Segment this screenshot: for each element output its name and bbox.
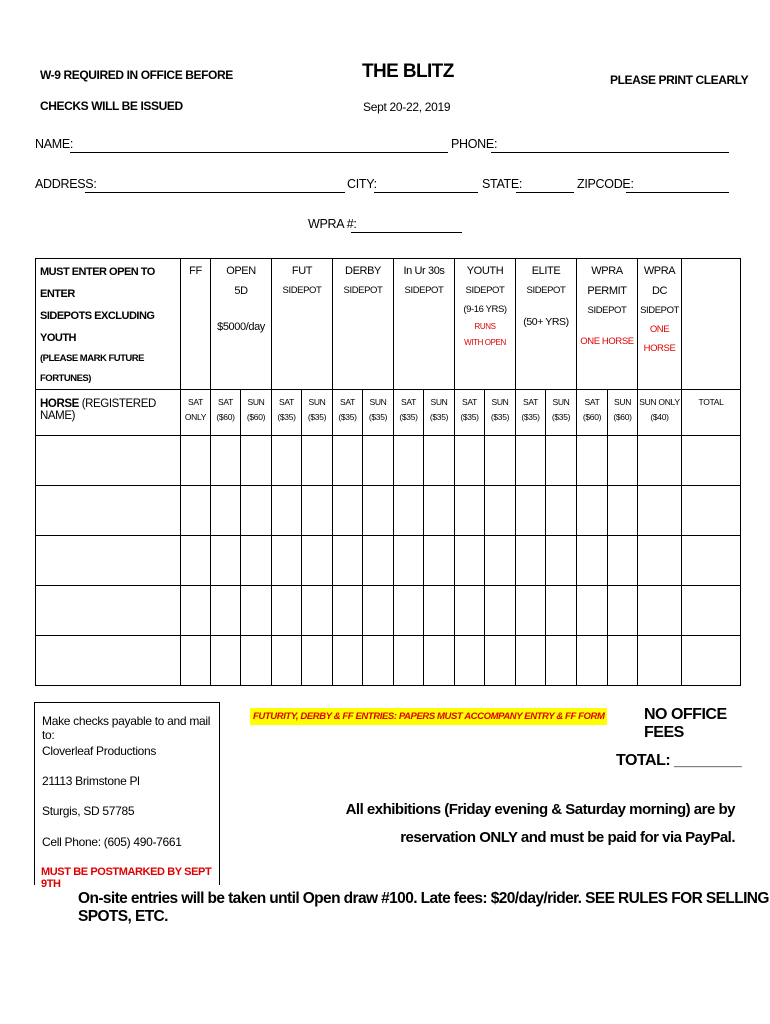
- entry-cell[interactable]: [485, 586, 516, 636]
- zipcode-label: ZIPCODE:: [577, 177, 634, 191]
- city-field[interactable]: [374, 192, 478, 193]
- horse-entry-row: [36, 486, 741, 536]
- day-price-row: [36, 390, 741, 436]
- horse-entry-row: [36, 536, 741, 586]
- day-price-cell: [272, 390, 302, 436]
- entry-cell[interactable]: [241, 586, 272, 636]
- day-price: ($60): [613, 412, 632, 422]
- entry-cell[interactable]: [577, 636, 608, 686]
- day-label: SAT: [339, 397, 355, 407]
- mailing-info-box: [34, 702, 220, 890]
- day-label: SUN: [247, 397, 265, 407]
- col-youth-runs: RUNS: [474, 322, 496, 331]
- entry-cell[interactable]: [485, 636, 516, 686]
- day-label: SAT: [217, 397, 233, 407]
- col-permit-sidepot: SIDEPOT: [587, 305, 627, 316]
- entry-cell[interactable]: [455, 486, 485, 536]
- entry-cell[interactable]: [241, 436, 272, 486]
- entry-cell[interactable]: [333, 436, 363, 486]
- entry-cell[interactable]: [638, 636, 682, 686]
- entry-cell[interactable]: [424, 486, 455, 536]
- col-derby-sidepot: SIDEPOT: [343, 285, 383, 296]
- entry-cell[interactable]: [333, 486, 363, 536]
- event-dates: Sept 20-22, 2019: [363, 100, 451, 114]
- entry-cell[interactable]: [333, 586, 363, 636]
- day-price: ONLY: [184, 412, 207, 422]
- col-fut: [272, 259, 333, 390]
- day-price: ($60): [582, 412, 602, 422]
- day-price: ($35): [307, 412, 327, 422]
- day-label: SAT: [584, 397, 600, 407]
- entry-cell[interactable]: [638, 536, 682, 586]
- entry-cell[interactable]: [272, 436, 302, 486]
- entry-cell[interactable]: [181, 486, 211, 536]
- entry-cell[interactable]: [682, 586, 741, 636]
- entry-cell[interactable]: [363, 486, 394, 536]
- col-open-payout: $5000/day: [217, 321, 265, 333]
- entry-cell[interactable]: [638, 486, 682, 536]
- entry-cell[interactable]: [682, 436, 741, 486]
- entry-cell[interactable]: [363, 586, 394, 636]
- entry-cell[interactable]: [608, 486, 638, 536]
- entry-cell[interactable]: [682, 486, 741, 536]
- entry-cell[interactable]: [241, 636, 272, 686]
- day-label: SUN: [491, 397, 509, 407]
- col-open: [211, 259, 272, 390]
- address-field[interactable]: [85, 192, 345, 193]
- col-open-div: 5D: [234, 285, 248, 297]
- entry-cell[interactable]: [272, 486, 302, 536]
- entry-cell[interactable]: [394, 636, 424, 686]
- entry-cell[interactable]: [485, 536, 516, 586]
- col-fut-sidepot: SIDEPOT: [282, 285, 322, 296]
- day-price: ($35): [490, 412, 510, 422]
- print-clearly-note: PLEASE PRINT CLEARLY: [610, 73, 749, 87]
- day-price-cell: [638, 390, 682, 436]
- name-label: NAME:: [35, 137, 74, 151]
- col-elite-ages: (50+ YRS): [523, 316, 569, 328]
- col-inur30s: [394, 259, 455, 390]
- col-youth-with-open: WITH OPEN: [464, 338, 506, 347]
- entry-cell[interactable]: [272, 586, 302, 636]
- col-elite-label: ELITE: [531, 265, 561, 277]
- day-price: ($35): [399, 412, 418, 422]
- entry-cell[interactable]: [333, 536, 363, 586]
- col-dc-sidepot: SIDEPOT: [640, 305, 679, 316]
- day-price: ($35): [521, 412, 540, 422]
- day-price-cell: [211, 390, 241, 436]
- horse-entry-row: [36, 636, 741, 686]
- entry-cell[interactable]: [394, 486, 424, 536]
- day-price: ($35): [460, 412, 479, 422]
- entry-cell[interactable]: [394, 586, 424, 636]
- entry-cell[interactable]: [424, 436, 455, 486]
- entry-cell[interactable]: [333, 636, 363, 686]
- entry-cell[interactable]: [272, 636, 302, 686]
- entry-cell[interactable]: [577, 436, 608, 486]
- entry-cell[interactable]: [363, 636, 394, 686]
- col-youth-label: YOUTH: [466, 265, 504, 277]
- col-elite: [516, 259, 577, 390]
- wpra-label: WPRA #:: [308, 217, 357, 231]
- col-derby-label: DERBY: [345, 265, 381, 277]
- day-label: SUN: [613, 397, 632, 407]
- col-dc-label: WPRA: [643, 265, 676, 277]
- entry-cell[interactable]: [181, 536, 211, 586]
- entry-cell[interactable]: [211, 486, 241, 536]
- col-fut-label: FUT: [291, 265, 313, 277]
- mail-payee: Cloverleaf Productions: [42, 744, 157, 758]
- entry-cell[interactable]: [546, 436, 577, 486]
- day-price: ($40): [650, 412, 669, 422]
- entry-instructions: [36, 259, 181, 390]
- col-wpra-permit: [577, 259, 638, 390]
- entry-cell[interactable]: [638, 436, 682, 486]
- day-price-cell: [546, 390, 577, 436]
- entry-cell[interactable]: [608, 536, 638, 586]
- day-price: ($35): [551, 412, 571, 422]
- col-youth-ages: (9-16 YRS): [463, 304, 507, 315]
- entry-cell[interactable]: [608, 636, 638, 686]
- entry-cell[interactable]: [455, 636, 485, 686]
- entry-cell[interactable]: [363, 536, 394, 586]
- zipcode-field[interactable]: [626, 192, 729, 193]
- col-wpra-dc: [638, 259, 682, 390]
- entry-cell[interactable]: [302, 536, 333, 586]
- entry-cell[interactable]: [302, 586, 333, 636]
- entry-cell[interactable]: [546, 486, 577, 536]
- day-price-cell: [302, 390, 333, 436]
- col-dc-one: ONE: [649, 324, 670, 335]
- mail-street: 21113 Brimstone Pl: [42, 774, 140, 788]
- papers-notice: FUTURITY, DERBY & FF ENTRIES: PAPERS MUST ACCOMPANY ENTRY & FF FORM: [250, 708, 607, 725]
- col-inur30s-sidepot: SIDEPOT: [404, 285, 444, 296]
- col-derby: [333, 259, 394, 390]
- total-due: TOTAL: ________: [616, 752, 742, 769]
- entry-cell[interactable]: [682, 636, 741, 686]
- phone-label: PHONE:: [451, 137, 498, 151]
- day-price-cell: [424, 390, 455, 436]
- entry-cell[interactable]: [638, 586, 682, 636]
- col-youth-sidepot: SIDEPOT: [465, 285, 505, 296]
- col-permit-label2: PERMIT: [587, 285, 627, 297]
- table-header-row: [36, 259, 741, 390]
- day-price-cell: [455, 390, 485, 436]
- exhibition-note-line2: reservation ONLY and must be paid for via PayPal.: [400, 829, 735, 846]
- entry-cell[interactable]: [211, 586, 241, 636]
- entry-cell[interactable]: [424, 586, 455, 636]
- exhibition-note: [346, 796, 735, 852]
- col-youth: [455, 259, 516, 390]
- horse-name-cell[interactable]: [36, 636, 181, 686]
- instruction-line1: MUST ENTER OPEN TO ENTER: [40, 266, 155, 300]
- day-label: SAT: [187, 397, 203, 407]
- day-label: SUN: [552, 397, 570, 407]
- entry-cell[interactable]: [181, 586, 211, 636]
- entry-cell[interactable]: [577, 486, 608, 536]
- entry-cell[interactable]: [608, 586, 638, 636]
- instruction-line2: SIDEPOTS EXCLUDING YOUTH: [40, 310, 155, 344]
- entry-cell[interactable]: [272, 536, 302, 586]
- day-label: SAT: [400, 397, 416, 407]
- entry-cell[interactable]: [241, 536, 272, 586]
- entry-cell[interactable]: [546, 536, 577, 586]
- horse-entry-row: [36, 436, 741, 486]
- entry-cell[interactable]: [211, 436, 241, 486]
- col-open-label: OPEN: [226, 265, 256, 277]
- day-price: ($35): [429, 412, 449, 422]
- entry-cell[interactable]: [181, 636, 211, 686]
- horse-label-bold: HORSE: [40, 398, 79, 410]
- instruction-note2: FORTUNES): [40, 373, 91, 384]
- horse-label: [36, 390, 181, 436]
- entry-cell[interactable]: [241, 486, 272, 536]
- state-label: STATE:: [482, 177, 523, 191]
- instruction-note1: (PLEASE MARK FUTURE: [40, 353, 144, 364]
- no-office-fees: NO OFFICE FEES: [644, 706, 727, 741]
- entry-cell[interactable]: [608, 436, 638, 486]
- horse-name-cell[interactable]: [36, 536, 181, 586]
- phone-field[interactable]: [491, 152, 729, 153]
- col-permit-one-horse: ONE HORSE: [580, 336, 634, 347]
- entry-cell[interactable]: [546, 636, 577, 686]
- state-field[interactable]: [516, 192, 574, 193]
- day-price-cell: [608, 390, 638, 436]
- horse-entry-row: [36, 586, 741, 636]
- col-inur30s-label: In Ur 30s: [403, 265, 445, 277]
- wpra-field[interactable]: [351, 232, 462, 233]
- mail-city: Sturgis, SD 57785: [42, 804, 135, 818]
- day-label: SAT: [278, 397, 294, 407]
- entry-cell[interactable]: [302, 486, 333, 536]
- col-ff-label: FF: [189, 265, 202, 277]
- entry-cell[interactable]: [546, 586, 577, 636]
- entry-cell[interactable]: [516, 436, 546, 486]
- day-label: SAT: [461, 397, 477, 407]
- day-price: ($60): [246, 412, 266, 422]
- entry-cell[interactable]: [455, 536, 485, 586]
- mail-phone: Cell Phone: (605) 490-7661: [42, 835, 182, 849]
- day-label: SUN: [369, 397, 387, 407]
- day-price-cell: [333, 390, 363, 436]
- entry-cell[interactable]: [394, 436, 424, 486]
- day-price-cell: [363, 390, 394, 436]
- entry-cell[interactable]: [211, 636, 241, 686]
- entry-cell[interactable]: [516, 586, 546, 636]
- entry-cell[interactable]: [424, 636, 455, 686]
- entry-cell[interactable]: [682, 536, 741, 586]
- day-price: ($35): [277, 412, 296, 422]
- day-price-cell: [577, 390, 608, 436]
- col-total-spacer: [682, 259, 741, 390]
- total-column-header: TOTAL: [682, 390, 741, 436]
- day-price-cell: [241, 390, 272, 436]
- entry-cell[interactable]: [211, 536, 241, 586]
- day-label: SUN: [308, 397, 326, 407]
- exhibition-note-line1: All exhibitions (Friday evening & Saturday morning) are by: [345, 801, 735, 818]
- day-price-cell: [181, 390, 211, 436]
- col-dc-horse: HORSE: [643, 343, 676, 354]
- day-price-cell: [394, 390, 424, 436]
- form-title: THE BLITZ: [362, 61, 454, 82]
- col-permit-label: WPRA: [591, 265, 623, 277]
- day-price: ($60): [216, 412, 235, 422]
- onsite-entries-note: On-site entries will be taken until Open draw #100. Late fees: $20/day/rider. SEE RULES FOR SELLING SPOTS, ETC.: [78, 890, 769, 925]
- entry-table: [35, 258, 741, 686]
- entry-cell[interactable]: [363, 436, 394, 486]
- address-label: ADDRESS:: [35, 177, 97, 191]
- day-price-cell: [516, 390, 546, 436]
- w9-notice-line1: W-9 REQUIRED IN OFFICE BEFORE: [40, 68, 233, 82]
- entry-cell[interactable]: [302, 636, 333, 686]
- col-elite-sidepot: SIDEPOT: [526, 285, 566, 296]
- horse-name-cell[interactable]: [36, 436, 181, 486]
- entry-cell[interactable]: [516, 636, 546, 686]
- entry-cell[interactable]: [455, 436, 485, 486]
- day-price: ($35): [338, 412, 357, 422]
- entry-cell[interactable]: [516, 486, 546, 536]
- horse-label-rest: (REGISTERED NAME): [40, 398, 156, 422]
- day-price: ($35): [368, 412, 388, 422]
- entry-cell[interactable]: [424, 536, 455, 586]
- entry-cell[interactable]: [302, 436, 333, 486]
- entry-cell[interactable]: [455, 586, 485, 636]
- name-field[interactable]: [70, 152, 448, 153]
- entry-cell[interactable]: [485, 436, 516, 486]
- postmark-deadline: MUST BE POSTMARKED BY SEPT 9TH: [41, 866, 212, 890]
- col-ff: [181, 259, 211, 390]
- entry-cell[interactable]: [577, 586, 608, 636]
- w9-notice-line2: CHECKS WILL BE ISSUED: [40, 99, 183, 113]
- horse-name-cell[interactable]: [36, 486, 181, 536]
- entry-cell[interactable]: [516, 536, 546, 586]
- entry-cell[interactable]: [394, 536, 424, 586]
- entry-cell[interactable]: [577, 536, 608, 586]
- day-price-cell: [485, 390, 516, 436]
- entry-cell[interactable]: [181, 436, 211, 486]
- entry-cell[interactable]: [485, 486, 516, 536]
- horse-name-cell[interactable]: [36, 586, 181, 636]
- day-label: SUN ONLY: [639, 397, 680, 407]
- mail-instruction: Make checks payable to and mail to:: [42, 714, 211, 742]
- day-label: SAT: [522, 397, 538, 407]
- day-label: SUN: [430, 397, 448, 407]
- col-dc-label2: DC: [651, 285, 668, 297]
- city-label: CITY:: [347, 177, 377, 191]
